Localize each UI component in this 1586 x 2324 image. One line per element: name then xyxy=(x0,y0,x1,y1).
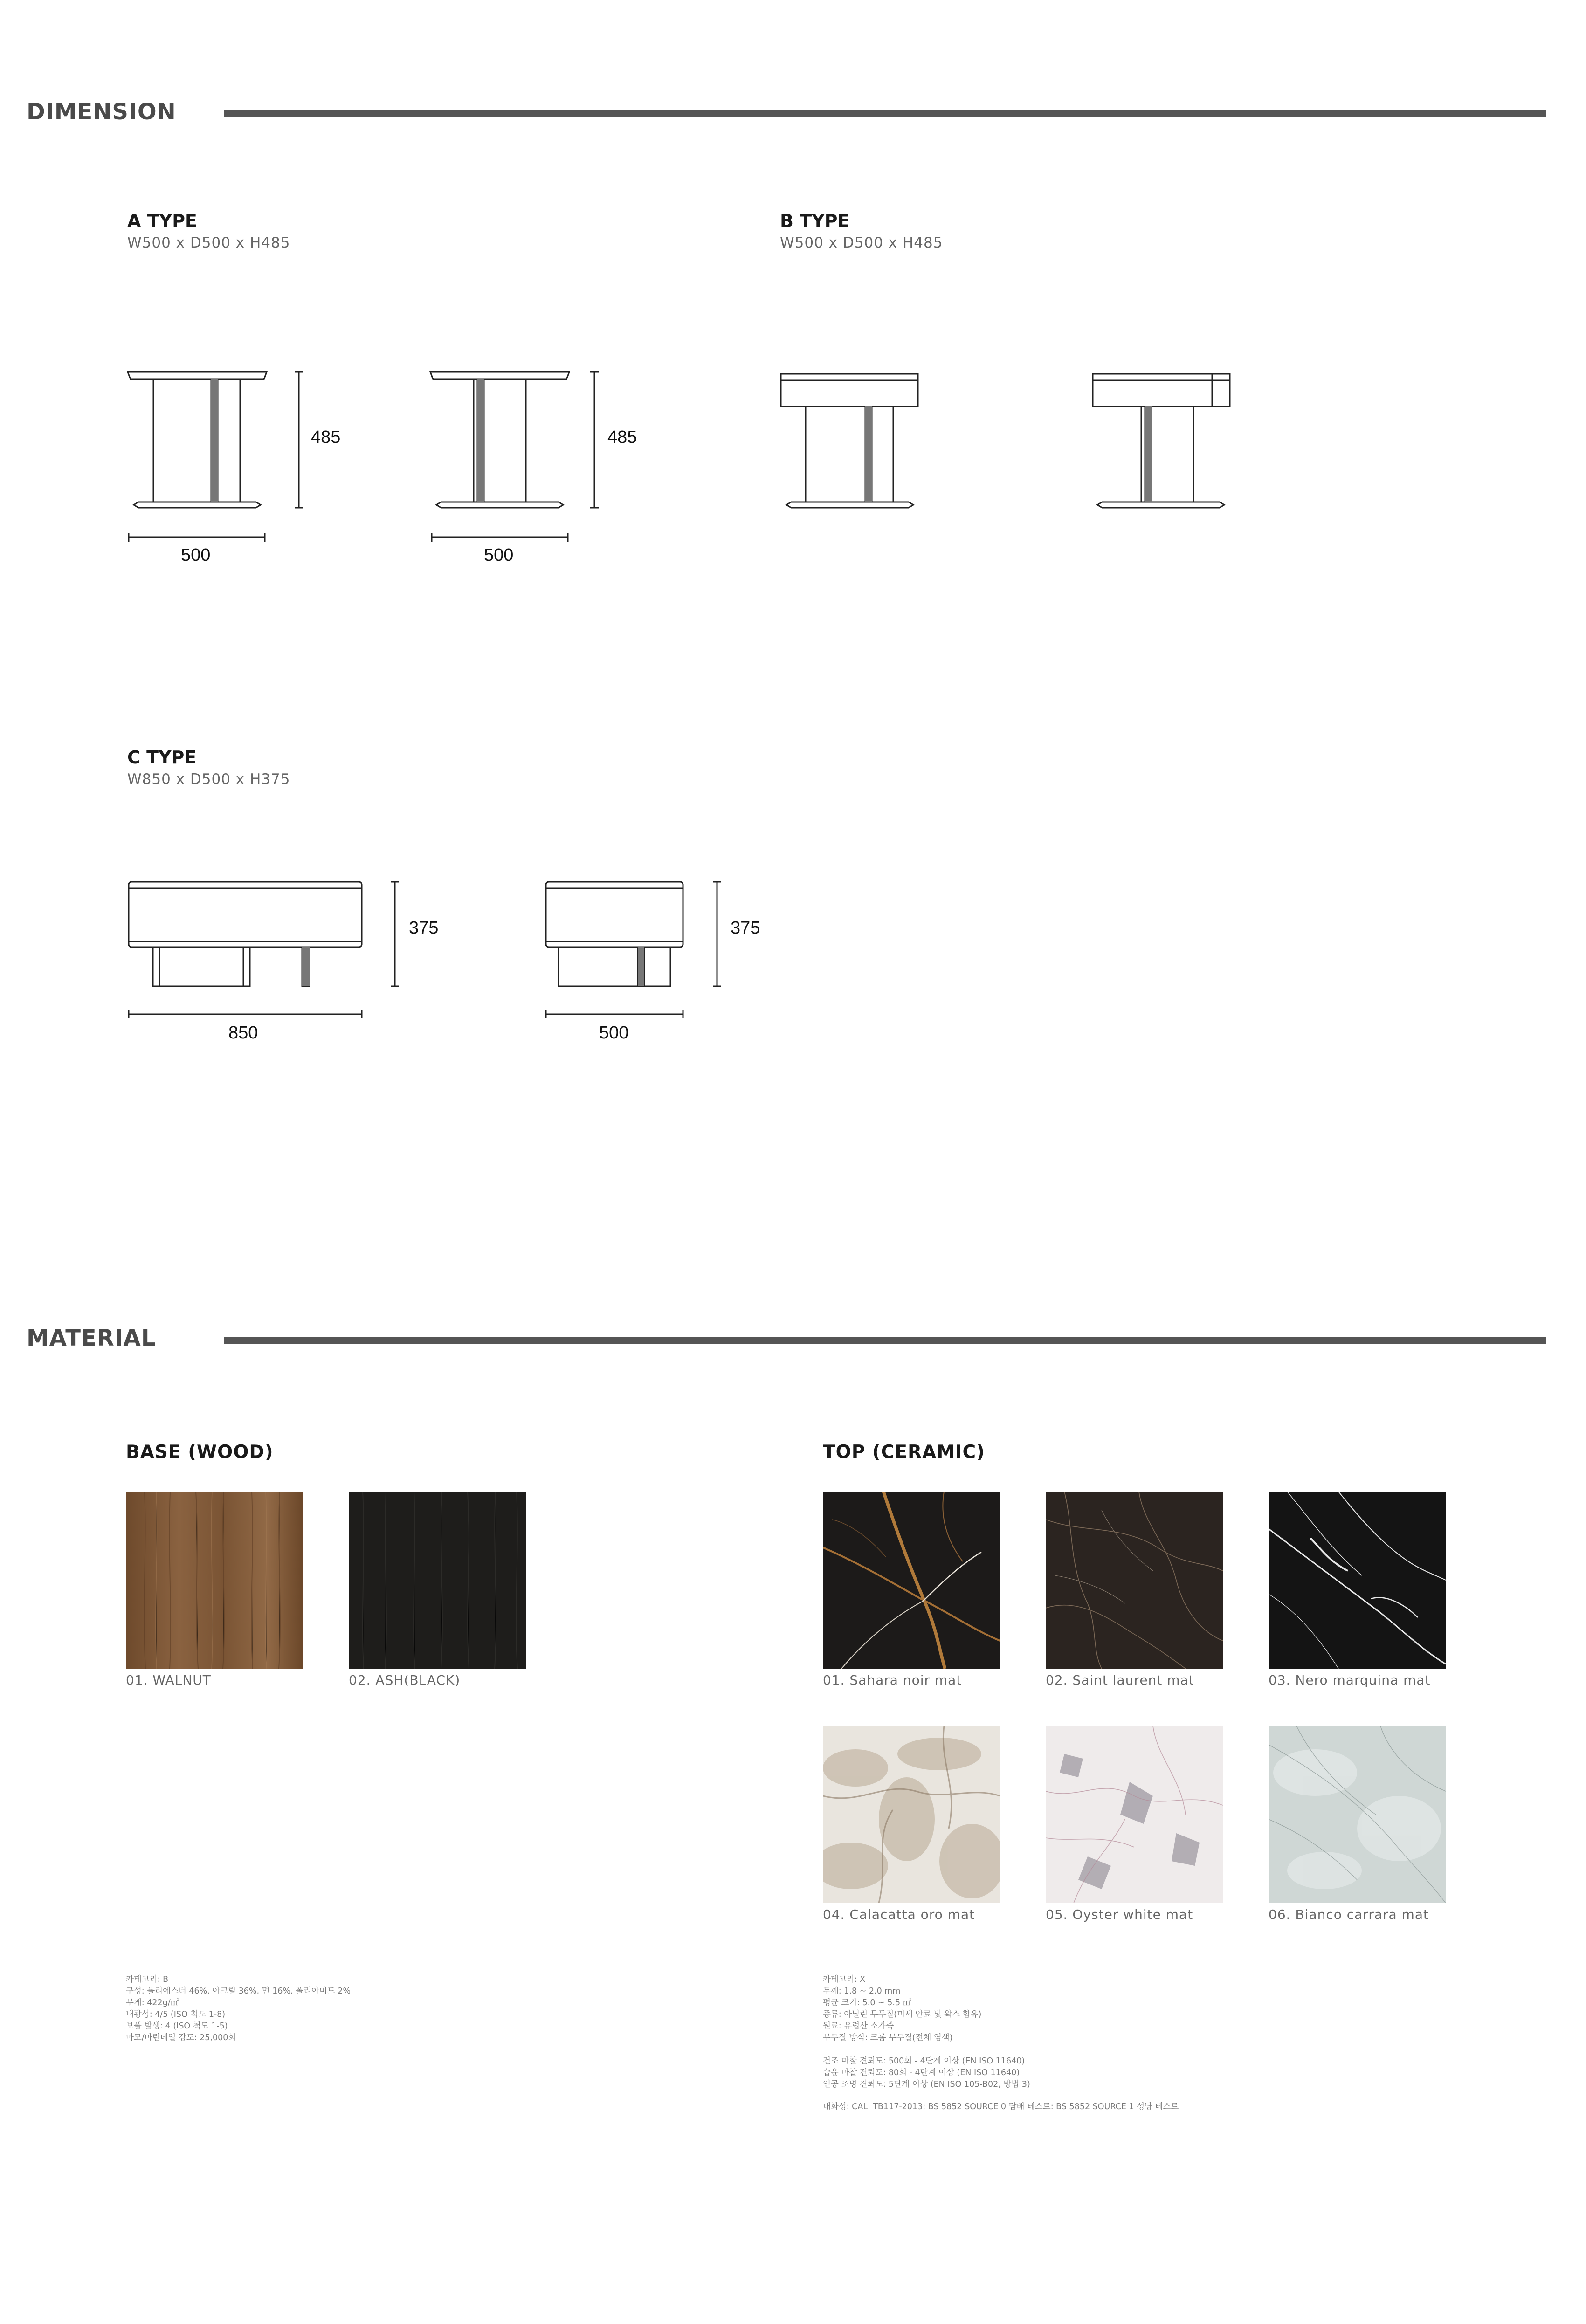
saint-laurent-swatch xyxy=(1046,1492,1223,1669)
c-type-title: C TYPE xyxy=(127,747,197,768)
dimension-heading: DIMENSION xyxy=(27,99,176,125)
spec-line: 카테고리: X xyxy=(823,1975,866,1984)
a-type-width-label-2: 500 xyxy=(484,545,514,565)
table-pedestal xyxy=(559,947,670,986)
table-top xyxy=(128,372,267,379)
c-type-width-label-1: 850 xyxy=(228,1023,258,1043)
c-type-height-label-1: 375 xyxy=(409,918,439,938)
dimension-rule xyxy=(224,110,1546,117)
spec-line: 습윤 마찰 견뢰도: 80회 - 4단계 이상 (EN ISO 11640) xyxy=(823,2068,1020,2077)
top-ceramic-specs xyxy=(823,1974,981,2044)
oyster-white-label: 05. Oyster white mat xyxy=(1046,1907,1193,1922)
b-type-side-view xyxy=(1086,364,1245,522)
table-pedestal xyxy=(153,379,240,502)
spec-line: 건조 마찰 견뢰도: 500회 - 4단계 이상 (EN ISO 11640) xyxy=(823,2056,1025,2066)
spec-line: 내화성: CAL. TB117-2013: BS 5852 SOURCE 0 담배 테스트: BS 5852 SOURCE 1 성냥 테스트 xyxy=(823,2102,1179,2111)
b-type-dimensions: W500 x D500 x H485 xyxy=(780,234,943,251)
spec-line: 원료: 유럽산 소가죽 xyxy=(823,2021,894,2031)
nero-marquina-swatch xyxy=(1269,1492,1446,1669)
spec-line: 카테고리: B xyxy=(126,1975,169,1984)
bianco-carrara-swatch xyxy=(1269,1726,1446,1903)
spec-line: 구성: 폴리에스터 46%, 아크릴 36%, 면 16%, 폴리아미드 2% xyxy=(126,1987,351,1996)
walnut-swatch xyxy=(126,1492,303,1669)
table-top xyxy=(430,372,569,379)
b-type-title: B TYPE xyxy=(780,211,850,231)
a-type-dimensions: W500 x D500 x H485 xyxy=(127,234,290,251)
spec-line: 무게: 422g/㎡ xyxy=(126,1998,179,2008)
table-top-box xyxy=(781,374,918,406)
c-type-dimensions: W850 x D500 x H375 xyxy=(127,771,290,788)
material-heading: MATERIAL xyxy=(27,1325,156,1351)
spec-line: 마모/마틴데일 강도: 25,000회 xyxy=(126,2033,236,2042)
spec-line: 인공 조명 견뢰도: 5단계 이상 (EN ISO 105-B02, 방법 3) xyxy=(823,2080,1030,2089)
table-top-box xyxy=(129,882,362,947)
sahara-noir-swatch xyxy=(823,1492,1000,1669)
c-type-width-label-2: 500 xyxy=(599,1023,629,1043)
oyster-white-swatch xyxy=(1046,1726,1223,1903)
bianco-carrara-label: 06. Bianco carrara mat xyxy=(1269,1907,1429,1922)
base-wood-specs xyxy=(126,1974,351,2044)
a-type-side-view xyxy=(425,364,612,583)
material-rule xyxy=(224,1337,1546,1344)
a-type-front-view xyxy=(121,364,308,583)
table-top-box xyxy=(546,882,683,947)
spec-line: 종류: 아닐린 무두질(미세 안료 및 왁스 함유) xyxy=(823,2010,982,2019)
top-ceramic-title: TOP (CERAMIC) xyxy=(823,1442,985,1463)
spec-line: 무두질 방식: 크롬 무두질(전체 염색) xyxy=(823,2033,953,2042)
spec-line: 내광성: 4/5 (ISO 척도 1-8) xyxy=(126,2010,226,2019)
top-ceramic-fire-spec xyxy=(823,2101,1179,2113)
table-pedestal xyxy=(806,406,893,502)
spec-line: 평균 크기: 5.0 ~ 5.5 ㎡ xyxy=(823,1998,911,2008)
a-type-height-label-1: 485 xyxy=(311,427,341,447)
b-type-front-view xyxy=(774,364,932,522)
base-wood-title: BASE (WOOD) xyxy=(126,1442,274,1463)
table-pedestal xyxy=(153,947,250,986)
nero-marquina-label: 03. Nero marquina mat xyxy=(1269,1672,1431,1688)
a-type-title: A TYPE xyxy=(127,211,197,231)
saint-laurent-label: 02. Saint laurent mat xyxy=(1046,1672,1194,1688)
table-base xyxy=(786,502,913,508)
top-ceramic-fastness-specs xyxy=(823,2056,1030,2090)
table-base xyxy=(436,502,563,508)
ash-black-swatch xyxy=(349,1492,526,1669)
spec-line: 두께: 1.8 ~ 2.0 mm xyxy=(823,1987,901,1996)
calacatta-oro-label: 04. Calacatta oro mat xyxy=(823,1907,975,1922)
c-type-side-view xyxy=(541,872,737,1030)
a-type-width-label-1: 500 xyxy=(181,545,211,565)
sahara-noir-label: 01. Sahara noir mat xyxy=(823,1672,962,1688)
table-base xyxy=(134,502,261,508)
table-top-box xyxy=(1093,374,1230,406)
table-base xyxy=(1097,502,1224,508)
calacatta-oro-swatch xyxy=(823,1726,1000,1903)
c-type-height-label-2: 375 xyxy=(731,918,760,938)
spec-line: 보풀 발생: 4 (ISO 척도 1-5) xyxy=(126,2021,228,2031)
walnut-label: 01. WALNUT xyxy=(126,1672,211,1688)
a-type-height-label-2: 485 xyxy=(607,427,637,447)
ash-black-label: 02. ASH(BLACK) xyxy=(349,1672,461,1688)
c-type-front-view xyxy=(121,872,448,1030)
